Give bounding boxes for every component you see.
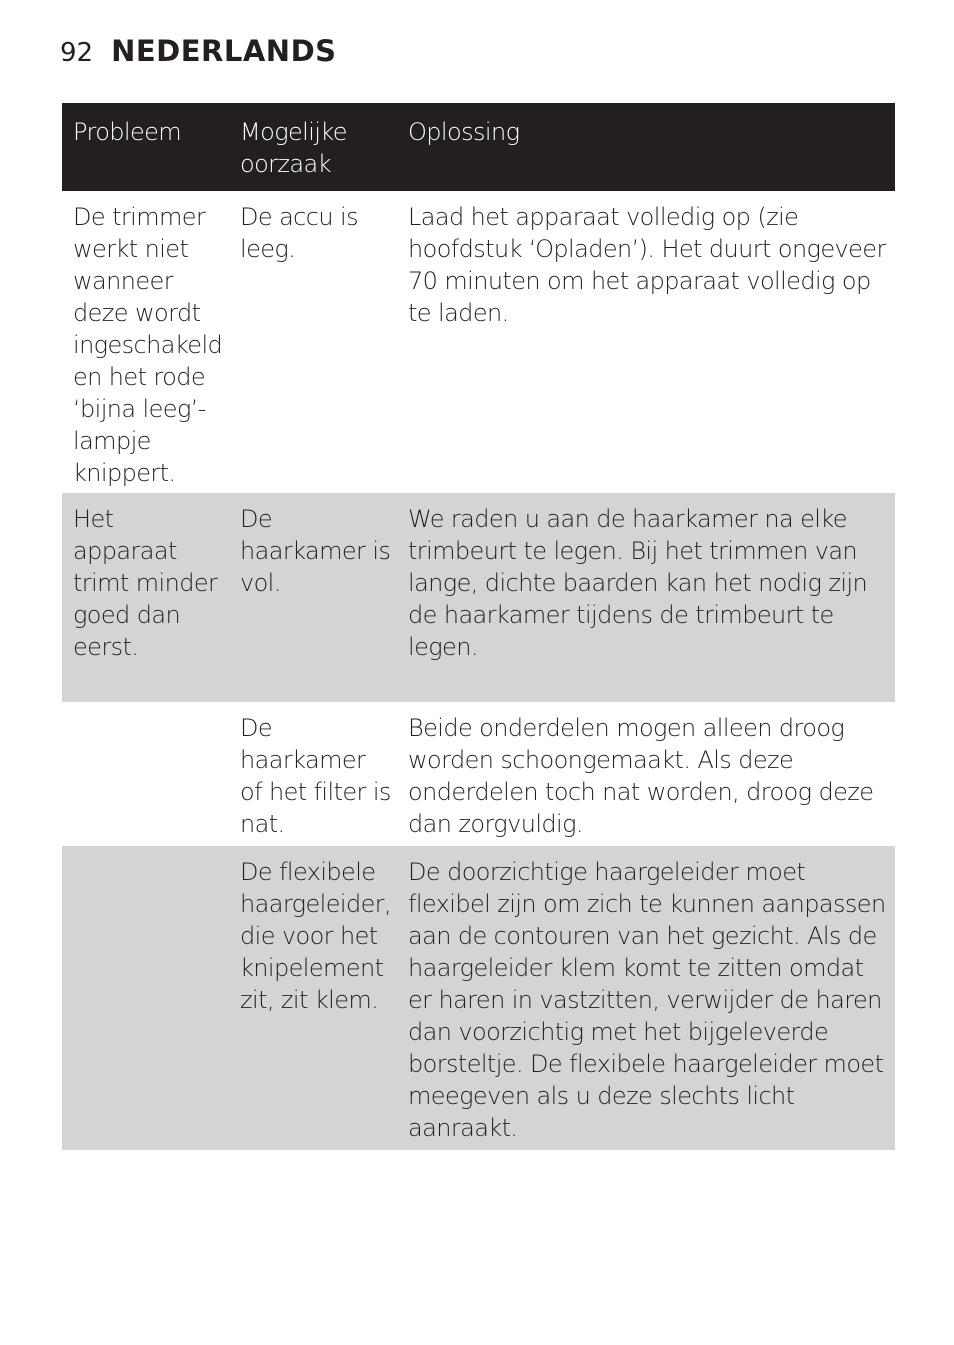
table-row (62, 493, 895, 702)
page-number: 92 (60, 38, 94, 68)
cause-cell: De haarkamer of het filter is nat. (240, 714, 391, 838)
solution-cell: De doorzichtige haargeleider moet flexibel zijn om zich te kunnen aanpassen aan de contouren van het gezicht. Als de haargeleider klem komt te zitten omdat er haren in vastzitten, verwijder de haren dan voorzichtig met het bijgeleverde borsteltje. De flexibele haargeleider moet meegeven als u deze slechts licht aanraakt. (408, 858, 886, 1142)
cause-cell: De haarkamer is vol. (240, 505, 391, 597)
table-row (62, 702, 895, 846)
table-row (62, 846, 895, 1150)
header-problem: Probleem (73, 118, 182, 146)
header-cause: Mogelijke oorzaak (240, 118, 347, 178)
cause-cell: De accu is leeg. (240, 203, 358, 263)
cause-cell: De flexibele haargeleider, die voor het knipelement zit, zit klem. (240, 858, 392, 1014)
page-header (60, 34, 337, 68)
solution-cell: Beide onderdelen mogen alleen droog worden schoongemaakt. Als deze onderdelen toch nat worden, droog deze dan zorgvuldig. (408, 714, 874, 838)
troubleshooting-table (62, 103, 895, 1150)
problem-cell (62, 856, 229, 1150)
page-language-heading: NEDERLANDS (111, 34, 337, 68)
solution-cell: We raden u aan de haarkamer na elke trimbeurt te legen. Bij het trimmen van lange, dichte baarden kan het nodig zijn de haarkamer tijdens de trimbeurt te legen. (408, 505, 868, 661)
table-row (62, 191, 895, 493)
solution-cell: Laad het apparaat volledig op (zie hoofdstuk ‘Opladen’). Het duurt ongeveer 70 minuten om het apparaat volledig op te laden. (408, 203, 886, 327)
table-header-row (62, 103, 895, 191)
problem-cell (62, 712, 229, 846)
header-solution: Oplossing (408, 118, 520, 146)
problem-cell: Het apparaat trimt minder goed dan eerst. (73, 505, 218, 661)
problem-cell: De trimmer werkt niet wanneer deze wordt ingeschakeld en het rode ‘bijna leeg’-lampje knippert. (73, 203, 223, 487)
